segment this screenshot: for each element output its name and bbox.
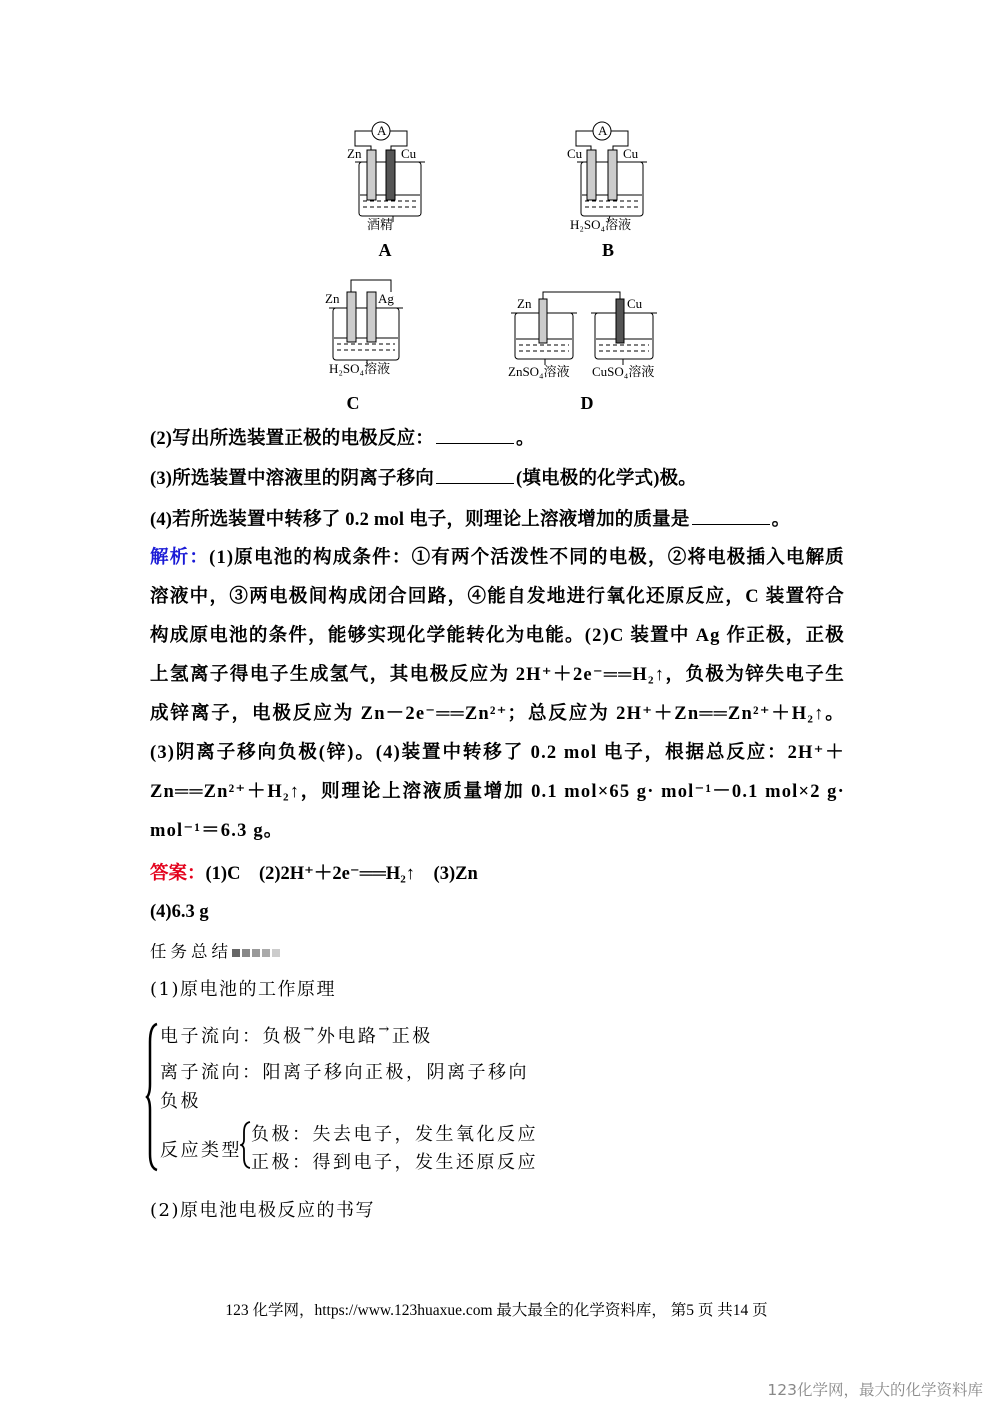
left-electrode-label: Zn — [347, 146, 362, 161]
ion-flow-line-1: 离子流向：阳离子移向正极，阴离子移向 — [160, 1062, 529, 1083]
task-summary-heading — [150, 938, 282, 962]
answer-label: 答案： — [150, 864, 206, 884]
question-4-text: (4)若所选装置中转移了 0.2 mol 电子，则理论上溶液增加的质量是 — [150, 510, 690, 530]
left-electrode-label: Zn — [517, 296, 532, 311]
question-3 — [150, 464, 697, 490]
positive-electrode-reaction: 正极：得到电子，发生还原反应 — [251, 1152, 538, 1173]
answer-text-1: (1)C (2)2H⁺＋2e⁻══H₂↑ (3)Zn — [205, 864, 478, 884]
left-electrode-label: Cu — [567, 146, 583, 161]
left-solution-label: ZnSO₄溶液 — [508, 364, 570, 379]
figure-b — [565, 118, 655, 232]
summary-section-1: (1)原电池的工作原理 — [150, 979, 336, 1000]
figure-a-label: A — [378, 240, 392, 260]
electron-flow — [160, 1022, 433, 1048]
question-2 — [150, 424, 535, 450]
right-solution-label: CuSO₄溶液 — [592, 364, 655, 379]
galvanic-cell-b-diagram — [565, 118, 655, 228]
answer-blank — [436, 429, 514, 444]
galvanic-cell-c-diagram — [325, 278, 415, 363]
electron-flow-mid: 外电路 — [316, 1026, 379, 1047]
watermark: 123化学网，最大的化学资料库 — [767, 1381, 983, 1399]
answer-blank — [436, 469, 514, 484]
ion-flow-line-2: 负极 — [160, 1091, 201, 1112]
arrow-right-icon: → — [378, 1022, 392, 1037]
solution-label: H₂SO₄溶液 — [570, 217, 632, 232]
question-3-end: (填电极的化学式)极。 — [515, 469, 698, 489]
question-2-end: 。 — [515, 429, 535, 449]
figure-b-label: B — [601, 240, 614, 260]
task-summary-title: 任务总结 — [150, 942, 232, 961]
ammeter-label: A — [598, 123, 608, 138]
left-electrode-label: Zn — [325, 291, 340, 306]
figure-a — [345, 118, 435, 232]
arrow-right-icon: → — [303, 1022, 317, 1037]
analysis-paragraph — [150, 539, 845, 851]
negative-electrode-reaction: 负极：失去电子，发生氧化反应 — [251, 1124, 538, 1145]
right-electrode-label: Cu — [401, 146, 417, 161]
question-4 — [150, 505, 790, 531]
ammeter-label: A — [377, 123, 387, 138]
figure-c-label: C — [346, 393, 360, 413]
solution-label: 酒精 — [367, 217, 394, 232]
right-electrode-label: Ag — [378, 291, 394, 306]
page-footer: 123 化学网，https://www.123huaxue.com 最大最全的化学资料库， 第5 页 共14 页 — [225, 1302, 768, 1319]
electron-flow-start: 电子流向：负极 — [160, 1026, 304, 1047]
electron-flow-end: 正极 — [391, 1026, 433, 1047]
solution-label: H₂SO₄溶液 — [329, 361, 391, 376]
right-electrode-label: Cu — [627, 296, 643, 311]
galvanic-cell-a-diagram — [345, 118, 435, 228]
question-4-end: 。 — [771, 510, 791, 530]
figure-d-label: D — [580, 393, 594, 413]
answer-line-2: (4)6.3 g — [150, 902, 209, 922]
right-electrode-label: Cu — [623, 146, 639, 161]
analysis-label: 解析： — [150, 548, 210, 568]
answer-blank — [692, 510, 770, 525]
left-brace-icon — [145, 1022, 159, 1172]
answer-line-1 — [150, 859, 478, 885]
reaction-type-label: 反应类型 — [160, 1140, 242, 1161]
analysis-text: (1)原电池的构成条件：①有两个活泼性不同的电极，②将电极插入电解质溶液中，③两电极间构成闭合回路，④能自发地进行氧化还原反应，C 装置符合构成原电池的条件，能够实现化学能转化为电能。(2)C 装置中 Ag 作正极，正极上氢离子得电子生成氢气，其电极反应为 2H⁺＋2e⁻══H₂↑，负极为锌失电子生成锌离子，电极反应为 Zn－2e⁻══Zn²⁺；总反应为 2H⁺＋Zn══Zn²⁺＋H₂↑。(3)阴离子移向负极(锌)。(4)装置中转移了 0.2 mol 电子，根据总反应：2H⁺＋Zn══Zn²⁺＋H₂↑，则理论上溶液质量增加 0.1 mol×65 g· mol⁻¹－0.1 mol×2 g· mol⁻¹＝6.3 g。 — [150, 548, 845, 841]
question-2-text: (2)写出所选装置正极的电极反应： — [150, 429, 434, 449]
summary-section-2: (2)原电池电极反应的书写 — [150, 1200, 375, 1221]
figure-c — [325, 278, 415, 376]
figure-d — [505, 285, 675, 379]
question-3-text: (3)所选装置中溶液里的阴离子移向 — [150, 469, 434, 489]
decorative-squares-icon — [232, 942, 282, 961]
galvanic-cell-d-diagram — [505, 285, 675, 365]
